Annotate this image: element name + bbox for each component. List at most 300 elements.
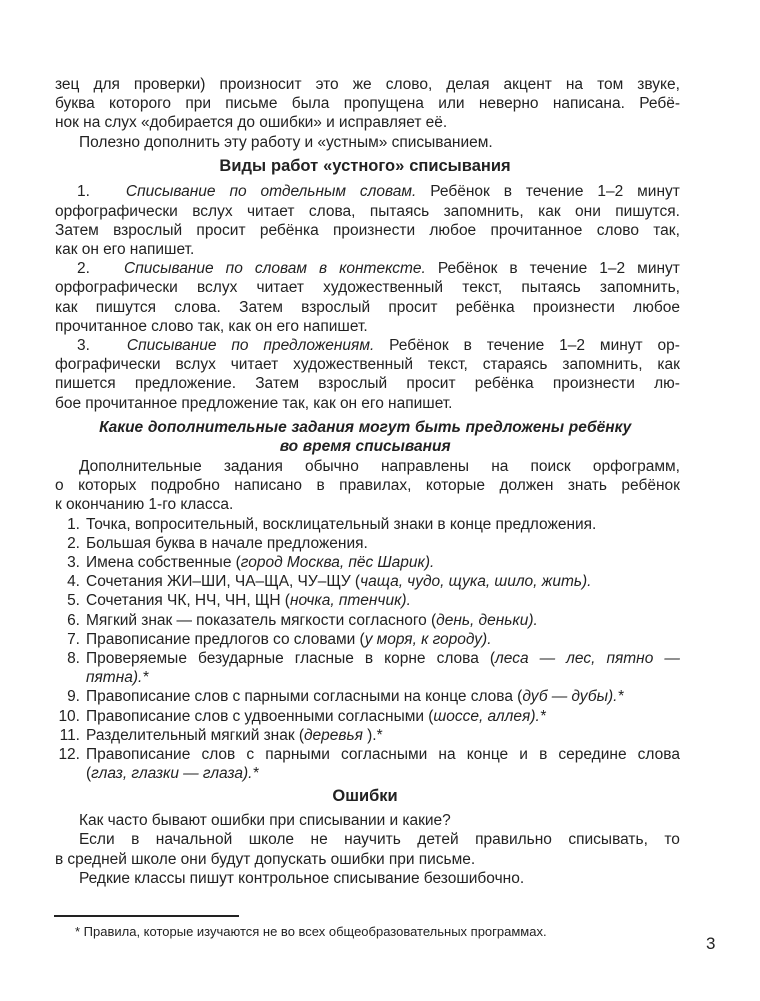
word: взрослый xyxy=(301,298,371,316)
word: (деревья xyxy=(298,726,363,744)
word: минут xyxy=(599,337,643,355)
word: 1–2 xyxy=(559,337,586,355)
word: он xyxy=(81,241,99,259)
word: течение xyxy=(525,183,584,201)
word: запомнить, xyxy=(599,279,680,297)
list-item xyxy=(55,630,680,649)
numbered-paragraph xyxy=(55,182,680,259)
word: Списывание xyxy=(125,183,216,201)
word: слух xyxy=(104,114,137,132)
text-line xyxy=(55,317,680,336)
paragraph xyxy=(55,869,680,888)
text-line xyxy=(55,495,680,514)
word: Ребёнок xyxy=(430,183,490,201)
word: Как xyxy=(79,812,104,830)
list-number: 5. xyxy=(67,592,80,610)
list-number: 4. xyxy=(67,573,80,591)
footnote: * Правила, которые изучаются не во всех общеобразовательных программах. xyxy=(75,924,547,939)
word: в xyxy=(539,746,548,764)
word: мягкости xyxy=(280,611,345,629)
word: не xyxy=(310,831,328,849)
word: лес, xyxy=(566,650,596,668)
paragraph-number: 2. xyxy=(77,260,90,278)
word: орфографически xyxy=(55,279,178,297)
word: в xyxy=(318,260,328,278)
word: делая xyxy=(446,76,490,93)
word: щука, xyxy=(448,573,491,591)
word: списывания xyxy=(409,157,511,176)
word: часто xyxy=(107,812,148,830)
word: письме xyxy=(225,95,278,113)
word: и xyxy=(304,133,314,151)
word: он xyxy=(339,394,358,412)
word: восклицательный xyxy=(262,515,390,533)
word: знать xyxy=(567,477,607,495)
word: класса. xyxy=(180,496,234,514)
word: со xyxy=(273,630,290,648)
word: слово, xyxy=(385,76,433,93)
word: обычно xyxy=(304,458,359,476)
word: пытаясь xyxy=(369,202,430,220)
word: Москва, xyxy=(286,554,345,572)
word: списыванием. xyxy=(391,133,493,151)
list-number: 6. xyxy=(67,611,80,629)
word: слова xyxy=(436,650,479,668)
list-number: 1. xyxy=(67,515,80,533)
word: как xyxy=(657,356,680,374)
word: пытаясь xyxy=(521,279,581,297)
text-line xyxy=(55,182,680,201)
word: как xyxy=(55,298,78,316)
word: слов xyxy=(201,746,236,764)
text-line xyxy=(55,336,680,355)
word: списывания xyxy=(355,437,451,455)
text-line xyxy=(55,94,680,113)
word: школе xyxy=(131,850,177,868)
word: в xyxy=(437,515,446,533)
word: читает xyxy=(256,279,304,297)
word: при xyxy=(269,812,295,830)
text-line xyxy=(86,534,680,553)
word: Сочетания xyxy=(86,592,163,610)
word: о xyxy=(55,477,64,495)
word: середине xyxy=(558,746,627,764)
word: он xyxy=(255,317,273,335)
word: ЧА–ЩА, xyxy=(234,573,294,591)
word: его xyxy=(103,241,126,259)
word: пишется xyxy=(55,375,116,393)
word: ЧК, xyxy=(166,592,191,610)
word: списывании xyxy=(299,812,386,830)
word: Ребёнок xyxy=(437,260,498,278)
text-line xyxy=(55,787,680,806)
word: аллея).* xyxy=(487,707,546,725)
word: деньки). xyxy=(478,611,538,629)
word: на xyxy=(403,688,421,706)
word: глаза).* xyxy=(202,765,259,783)
word: птенчик). xyxy=(338,592,411,610)
word: должен xyxy=(499,477,554,495)
word: шило, xyxy=(494,573,538,591)
word: напишет. xyxy=(388,394,453,412)
word: до xyxy=(237,114,256,132)
word: и xyxy=(326,114,335,132)
list-number: 12. xyxy=(58,746,80,764)
page-number: 3 xyxy=(706,934,716,953)
word: ошибки xyxy=(211,812,266,830)
list-item xyxy=(55,515,680,534)
word: предложения. xyxy=(495,515,597,533)
word: дубы).* xyxy=(571,688,624,706)
word: просит xyxy=(406,375,456,393)
word: знак xyxy=(263,726,295,744)
text-line xyxy=(86,630,680,649)
text-line xyxy=(55,457,680,476)
word: (шоссе, xyxy=(428,707,484,725)
word: Полезно xyxy=(79,133,141,151)
word: задания xyxy=(223,458,283,476)
word: на xyxy=(83,114,101,132)
text-line xyxy=(86,515,680,534)
word: контрольное xyxy=(238,869,330,887)
word: как xyxy=(55,241,78,259)
word: Дополнительные xyxy=(79,458,202,476)
word: предложение xyxy=(181,394,279,412)
word: они xyxy=(180,850,207,868)
word: слово xyxy=(596,221,639,239)
word: проверки) xyxy=(133,76,206,93)
text-line xyxy=(55,811,680,830)
word: лю- xyxy=(654,375,680,393)
word: они xyxy=(575,202,601,220)
word: запомнить, xyxy=(443,202,524,220)
word: «добирается xyxy=(140,114,234,132)
word: в xyxy=(364,650,374,668)
word: гласные xyxy=(294,650,354,668)
text-line xyxy=(86,726,680,745)
word: 1–2 xyxy=(599,260,626,278)
word: знак xyxy=(141,611,173,629)
word: Точка, xyxy=(86,515,131,533)
word: Ребёнок xyxy=(389,337,449,355)
word: любое xyxy=(633,298,680,316)
word: моря, xyxy=(376,630,417,648)
word: Правописание xyxy=(86,688,191,706)
list-number: 10. xyxy=(58,707,80,725)
word: безошибочно. xyxy=(423,869,525,887)
word: удвоенными xyxy=(244,707,334,725)
word: работу xyxy=(250,133,301,151)
list-number: 11. xyxy=(59,726,80,744)
word: классы xyxy=(134,869,186,887)
word: слово xyxy=(151,317,194,335)
word: окончанию xyxy=(65,496,145,514)
text-line xyxy=(55,113,680,132)
word: предлогов xyxy=(194,630,269,648)
word: городу). xyxy=(432,630,492,648)
word: в xyxy=(509,260,518,278)
word: при xyxy=(185,95,211,113)
word: поиск xyxy=(530,458,571,476)
word: словам xyxy=(254,260,307,278)
word: Какие xyxy=(99,418,144,436)
word: прочитанное xyxy=(85,394,178,412)
word: написано xyxy=(234,477,303,495)
word: ребёнка xyxy=(474,375,534,393)
text-line xyxy=(55,75,680,94)
word: школе xyxy=(248,831,295,849)
word: произнести xyxy=(532,298,615,316)
word: (город xyxy=(235,554,283,572)
word: подробно xyxy=(150,477,220,495)
word: так, xyxy=(197,317,225,335)
word: начальной xyxy=(155,831,233,849)
word: Мягкий xyxy=(86,611,138,629)
list-item xyxy=(55,649,680,687)
word: предложениям. xyxy=(263,337,375,355)
word: пишутся xyxy=(95,298,157,316)
word: в xyxy=(199,534,208,552)
word: запомнить, xyxy=(562,356,643,374)
text-line xyxy=(55,355,680,374)
word: Редкие xyxy=(79,869,131,887)
word: художественный xyxy=(323,279,444,297)
text-line xyxy=(55,418,680,437)
word: её. xyxy=(425,114,448,132)
paragraph-number: 1. xyxy=(77,183,90,201)
word: вслух xyxy=(175,356,216,374)
word: ЩН xyxy=(254,592,281,610)
word: акцент xyxy=(503,76,552,93)
list-number: 8. xyxy=(67,650,80,668)
word: ребёнок xyxy=(621,477,680,495)
word: мягкий xyxy=(210,726,260,744)
word: как xyxy=(538,202,561,220)
word: Имена xyxy=(86,554,134,572)
word: прочитанное xyxy=(490,221,583,239)
word: напишет. xyxy=(303,317,368,335)
word: бое xyxy=(55,394,82,412)
text-line xyxy=(86,591,680,610)
text-line xyxy=(55,437,680,456)
word: читает xyxy=(230,356,279,374)
section-heading xyxy=(55,787,680,806)
word: правилах, xyxy=(339,477,412,495)
word: стараясь xyxy=(482,356,548,374)
text-line xyxy=(86,745,680,764)
numbered-paragraph xyxy=(55,259,680,336)
list-number: 2. xyxy=(67,534,80,552)
word: Правописание xyxy=(86,630,191,648)
text-line xyxy=(86,687,680,706)
word: читает xyxy=(246,202,295,220)
word: письме. xyxy=(418,850,476,868)
word: Затем xyxy=(55,221,99,239)
word: списывать, xyxy=(568,831,648,849)
word: (чаща, xyxy=(354,573,403,591)
word: списывание xyxy=(333,869,420,887)
text-line xyxy=(55,240,680,259)
text-line xyxy=(55,374,680,393)
word: же xyxy=(352,76,372,93)
word: Списывание xyxy=(124,260,214,278)
word: в xyxy=(55,850,64,868)
list-item xyxy=(55,572,680,591)
word: знаки xyxy=(393,515,434,533)
word: или xyxy=(438,95,465,113)
word: на xyxy=(491,458,509,476)
word: слова. xyxy=(174,298,221,316)
list-number: 7. xyxy=(67,630,80,648)
list-number: 3. xyxy=(67,554,80,572)
word: начале xyxy=(211,534,263,552)
word: согласного xyxy=(348,611,427,629)
word: показатель xyxy=(196,611,277,629)
word: то xyxy=(664,831,680,849)
word: допускать xyxy=(254,850,327,868)
text-line xyxy=(55,298,680,317)
word: глазки xyxy=(131,765,179,783)
word: какие? xyxy=(402,812,451,830)
word: контексте. xyxy=(339,260,426,278)
word: вопросительный, xyxy=(134,515,259,533)
word: ).* xyxy=(367,726,383,744)
word: напишет. xyxy=(129,241,195,259)
paragraph xyxy=(55,811,680,830)
word: при xyxy=(388,850,415,868)
text-line xyxy=(55,157,680,176)
footnote-divider xyxy=(54,915,239,917)
word: пишут xyxy=(189,869,234,887)
word: бывают xyxy=(151,812,207,830)
word: согласными xyxy=(337,707,425,725)
word: написана. xyxy=(552,95,625,113)
word: нок xyxy=(55,114,79,132)
text-line xyxy=(86,611,680,630)
word: ребёнку xyxy=(568,418,632,436)
word: на xyxy=(438,746,456,764)
word: с xyxy=(246,746,255,764)
word: текст, xyxy=(462,279,503,297)
word: течение xyxy=(486,337,545,355)
word: и xyxy=(519,746,528,764)
word: пёс xyxy=(348,554,374,572)
word: ошибки» xyxy=(259,114,322,132)
word: направлены xyxy=(381,458,470,476)
word: Затем xyxy=(255,375,300,393)
word: (ночка, xyxy=(284,592,335,610)
word: для xyxy=(93,76,120,93)
text-line xyxy=(55,202,680,221)
word: жить). xyxy=(541,573,592,591)
word: которого xyxy=(109,95,172,113)
word: так, xyxy=(282,394,310,412)
text-line xyxy=(55,869,680,888)
word: Большая xyxy=(86,534,152,552)
text-line xyxy=(55,394,680,413)
word: — xyxy=(664,650,680,668)
word: ор- xyxy=(657,337,680,355)
word: Правописание xyxy=(86,746,191,764)
word: предложены xyxy=(465,418,565,436)
text-line xyxy=(55,476,680,495)
word: средней xyxy=(67,850,127,868)
word: ЧН, xyxy=(224,592,251,610)
word: произносит xyxy=(219,76,302,93)
word: текст, xyxy=(427,356,468,374)
word: парными xyxy=(244,688,310,706)
word: «устным» xyxy=(317,133,388,151)
word: Затем xyxy=(239,298,283,316)
word: (у xyxy=(359,630,373,648)
word: исправляет xyxy=(338,114,422,132)
word: была xyxy=(291,95,330,113)
word: слова xyxy=(637,746,680,764)
text-line xyxy=(55,850,680,869)
word: его xyxy=(276,317,299,335)
paragraph xyxy=(55,457,680,515)
text-line xyxy=(86,764,680,783)
word: любое xyxy=(429,221,477,239)
paragraph-number: 3. xyxy=(77,337,90,355)
text-line xyxy=(55,278,680,297)
word: Если xyxy=(79,831,115,849)
word: согласными xyxy=(313,688,400,706)
word: пропущена xyxy=(343,95,424,113)
word: слова xyxy=(470,688,513,706)
word: конце xyxy=(466,746,509,764)
word: парными xyxy=(265,746,330,764)
word: произнести xyxy=(552,375,635,393)
word: «устного» xyxy=(323,157,405,176)
word: Разделительный xyxy=(86,726,207,744)
word: буква xyxy=(55,95,95,113)
word: во xyxy=(279,437,299,455)
word: буква xyxy=(155,534,195,552)
paragraph xyxy=(55,75,680,133)
word: минут xyxy=(637,260,680,278)
text-line xyxy=(86,553,680,572)
word: (день, xyxy=(430,611,475,629)
text-line xyxy=(55,133,680,152)
word: по xyxy=(231,337,249,355)
word: и xyxy=(389,812,399,830)
list-item xyxy=(55,707,680,726)
word: ребёнка xyxy=(455,298,515,316)
word: по xyxy=(229,183,247,201)
word: отдельным xyxy=(260,183,347,201)
word: с xyxy=(232,707,241,725)
word: слова, xyxy=(308,202,356,220)
word: слов xyxy=(194,707,229,725)
word: орфографически xyxy=(55,202,178,220)
word: ошибки xyxy=(330,850,385,868)
word: Ошибки xyxy=(332,787,398,806)
word: как xyxy=(228,317,251,335)
word: детей xyxy=(417,831,459,849)
word: Виды xyxy=(219,157,267,176)
section-heading xyxy=(55,157,680,176)
subsection-heading xyxy=(55,418,680,456)
word: пишутся. xyxy=(615,202,680,220)
word: том xyxy=(597,76,624,93)
word: время xyxy=(302,437,351,455)
list-item xyxy=(55,591,680,610)
word: 1–2 xyxy=(597,183,624,201)
page-body xyxy=(55,75,680,888)
word: собственные xyxy=(137,554,232,572)
list-item xyxy=(55,553,680,572)
